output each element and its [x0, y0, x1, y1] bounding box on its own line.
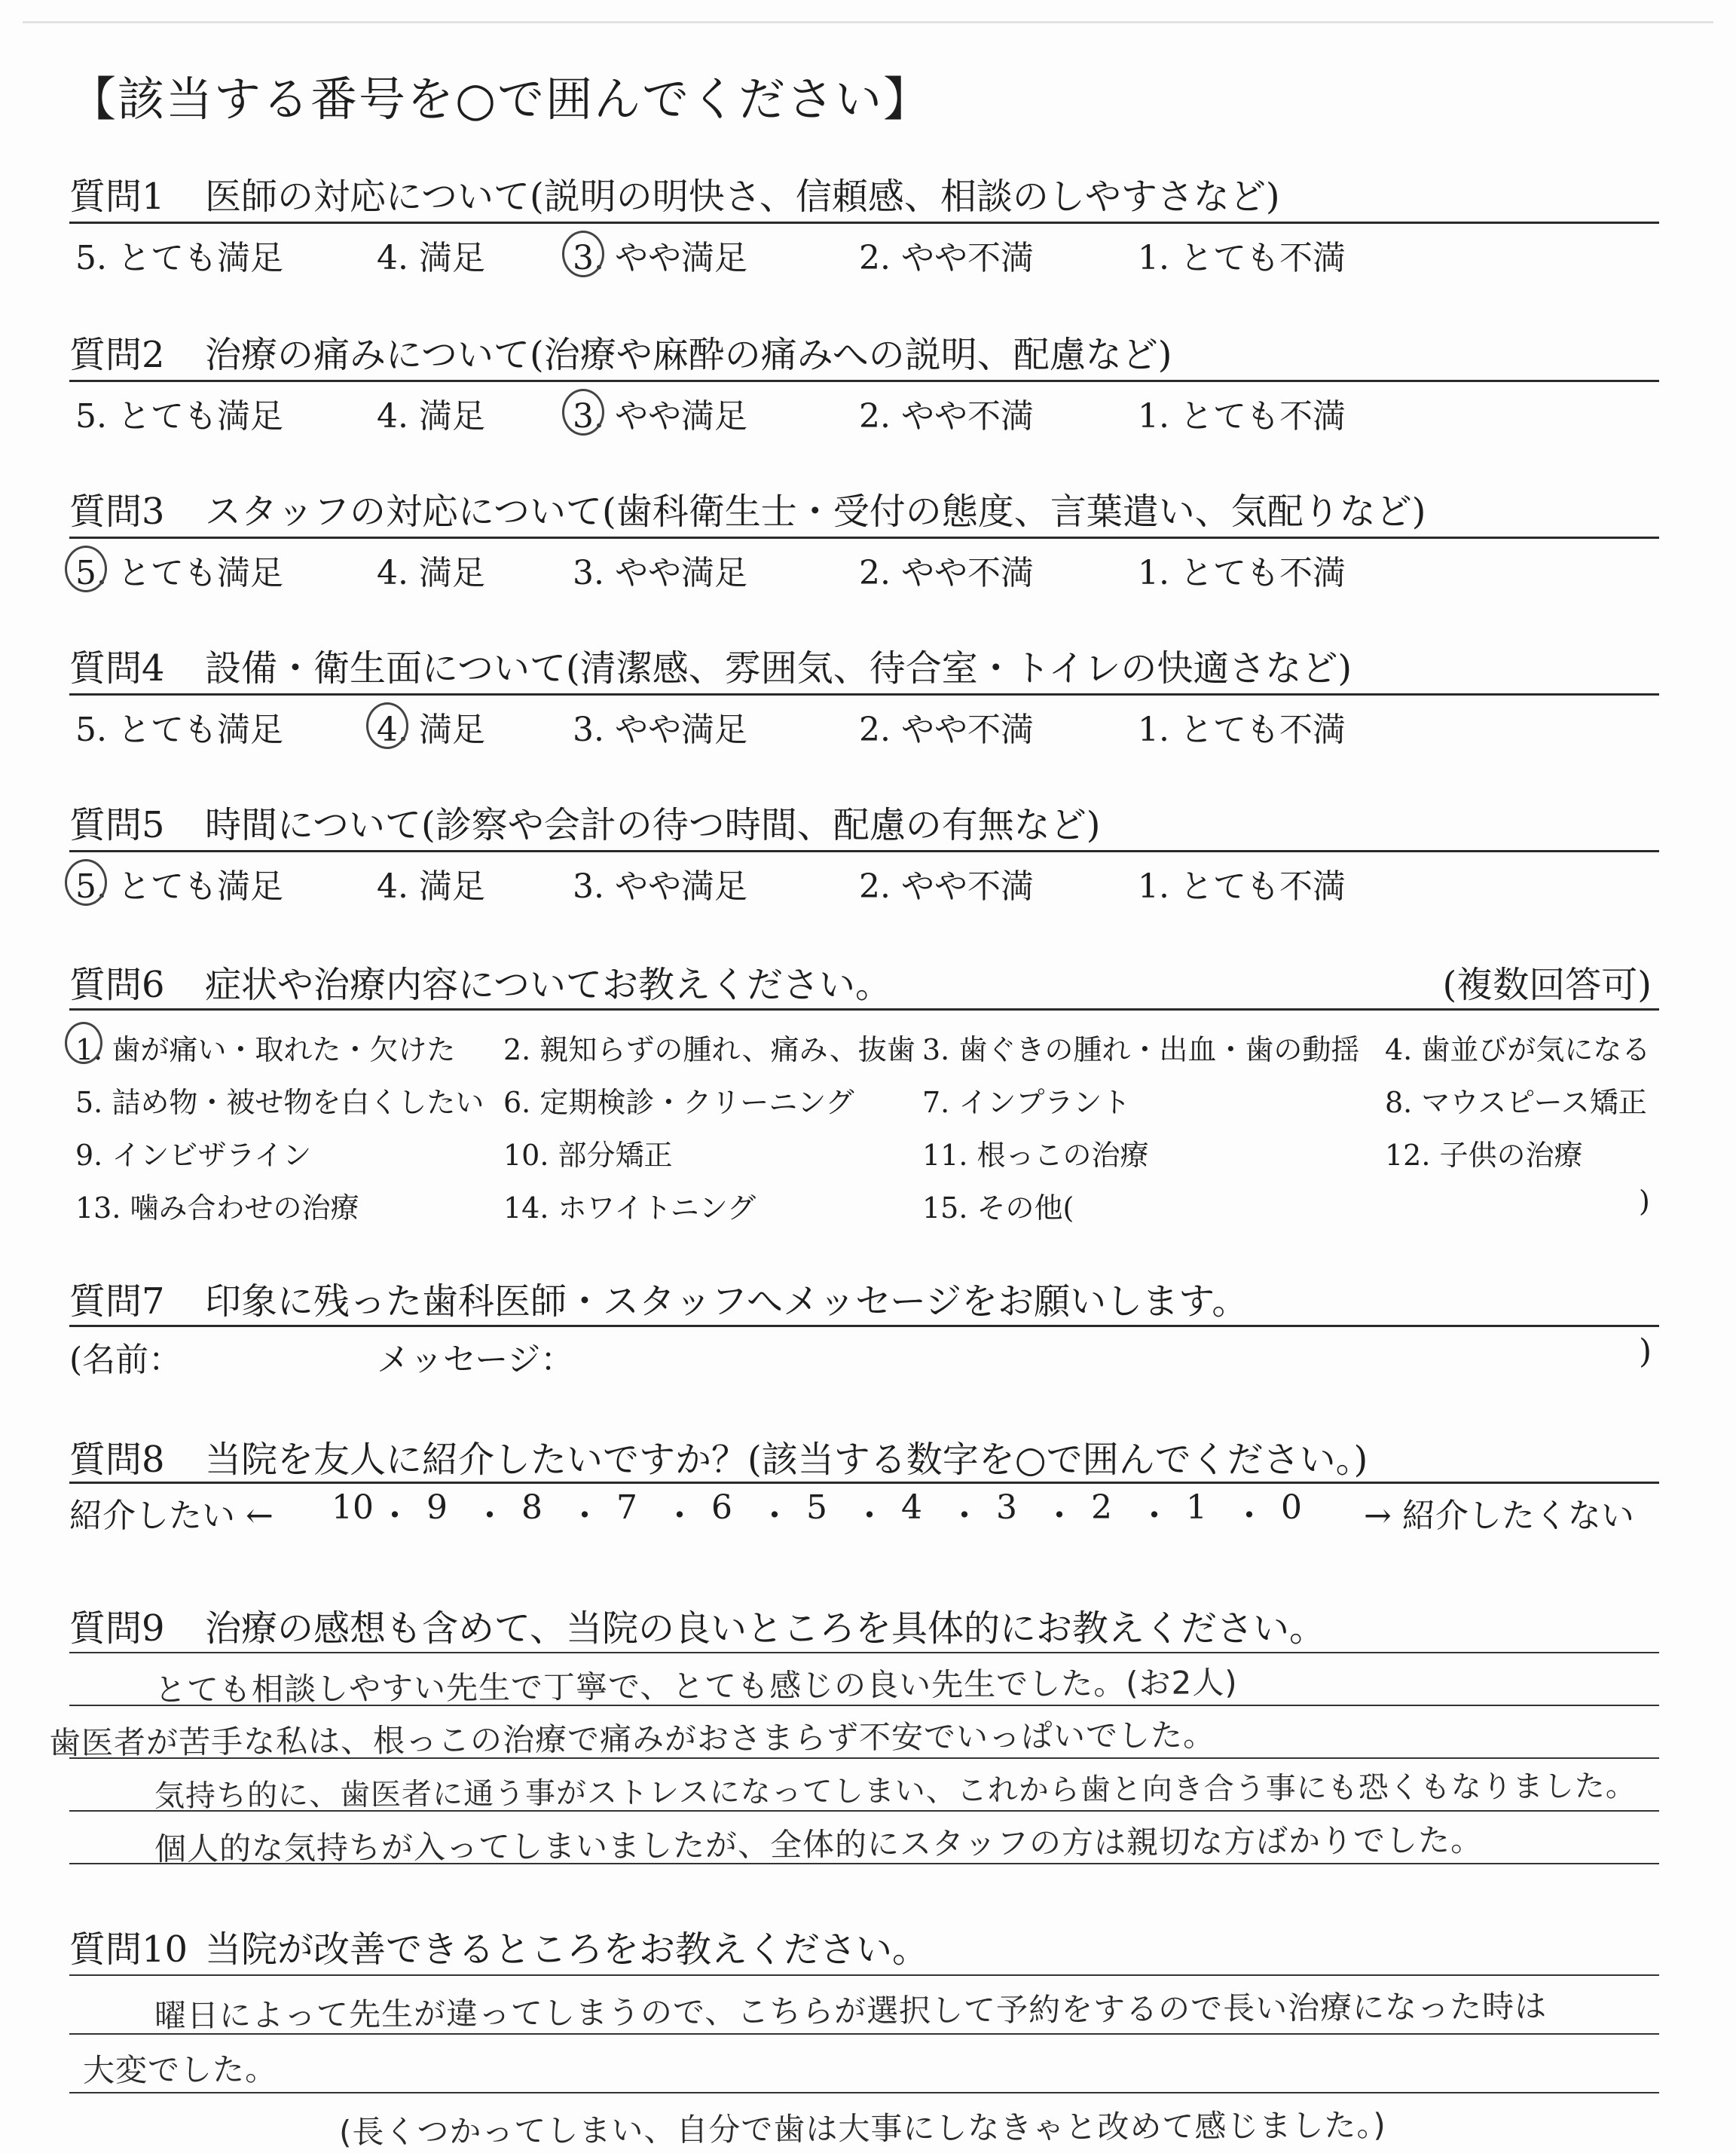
symptom-option-8[interactable]: 8. マウスピース矯正	[1385, 1086, 1647, 1119]
symptom-option-6[interactable]: 6. 定期検診・クリーニング	[503, 1086, 854, 1119]
question-10-header	[69, 1920, 1652, 1972]
rating-option-3[interactable]: 3. やや満足	[573, 711, 747, 749]
recommend-score-8[interactable]: 8	[521, 1488, 542, 1527]
question-text: 設備・衛生面について(清潔感、雰囲気、待合室・トイレの快適さなど)	[205, 647, 1352, 690]
question-text: 治療の痛みについて(治療や麻酔の痛みへの説明、配慮など)	[205, 334, 1172, 376]
rating-option-4[interactable]: 4. 満足	[377, 554, 485, 592]
scale-separator: ・	[1043, 1497, 1076, 1535]
question-number: 質問3	[69, 491, 165, 533]
rating-option-4[interactable]: 4. 満足	[377, 397, 485, 436]
symptom-option-3[interactable]: 3. 歯ぐきの腫れ・出血・歯の動揺	[922, 1033, 1360, 1066]
question-5-header	[69, 796, 1652, 848]
symptom-option-10[interactable]: 10. 部分矯正	[503, 1139, 673, 1172]
question-text: 治療の感想も含めて、当院の良いところを具体的にお教えください。	[205, 1607, 1326, 1650]
question-text: 医師の対応について(説明の明快さ、信頼感、相談のしやすさなど)	[205, 176, 1280, 218]
page-title: 【該当する番号を○で囲んでください】	[69, 72, 932, 127]
scale-separator: ・	[378, 1497, 411, 1535]
rating-option-3[interactable]: 3. やや満足	[573, 867, 747, 906]
rating-option-5[interactable]: 5. とても満足	[75, 554, 283, 592]
rating-option-4[interactable]: 4. 満足	[377, 711, 485, 749]
question-number: 質問5	[69, 804, 165, 846]
rating-option-2[interactable]: 2. やや不満	[859, 867, 1034, 906]
rating-option-5[interactable]: 5. とても満足	[75, 711, 283, 749]
symptom-option-2[interactable]: 2. 親知らずの腫れ、痛み、抜歯	[503, 1033, 915, 1066]
symptom-option-13[interactable]: 13. 噛み合わせの治療	[75, 1191, 359, 1225]
scale-separator: ・	[758, 1497, 791, 1535]
selected-circle-mark	[65, 546, 107, 592]
scale-separator: ・	[853, 1497, 886, 1535]
question-text: 当院を友人に紹介したいですか？(該当する数字を○で囲んでください。)	[205, 1439, 1368, 1481]
question-number: 質問8	[69, 1439, 165, 1481]
question-2-rule	[69, 380, 1659, 382]
recommend-score-0[interactable]: 0	[1281, 1488, 1302, 1527]
handwritten-answer-line: 個人的な気持ちが入ってしまいましたが、全体的にスタッフの方は親切な方ばかりでした。	[154, 1821, 1484, 1868]
rating-option-5[interactable]: 5. とても満足	[75, 397, 283, 436]
recommend-score-3[interactable]: 3	[996, 1488, 1017, 1527]
handwritten-answer-line: 大変でした。	[82, 2051, 278, 2089]
question-3-rule	[69, 537, 1659, 539]
handwritten-answer-line: 気持ち的に、歯医者に通う事がストレスになってしまい、これから歯と向き合う事にも恐くもなりました。	[154, 1769, 1637, 1814]
rating-option-1[interactable]: 1. とても不満	[1138, 397, 1346, 436]
recommend-score-4[interactable]: 4	[901, 1488, 922, 1527]
question-6-header	[69, 956, 1652, 1008]
handwritten-answer-line: とても相談しやすい先生で丁寧で、とても感じの良い先生でした。(お2人)	[154, 1663, 1238, 1709]
rating-option-1[interactable]: 1. とても不満	[1138, 867, 1346, 906]
question-number: 質問10	[69, 1928, 188, 1971]
multiple-answer-note: (複数回答可)	[1442, 964, 1652, 1006]
message-field-label[interactable]: メッセージ：	[377, 1341, 574, 1379]
question-number: 質問4	[69, 647, 165, 690]
selected-circle-mark	[562, 231, 604, 277]
scale-separator: ・	[568, 1497, 601, 1535]
question-6-rule	[69, 1008, 1659, 1011]
recommend-score-10[interactable]: 10	[332, 1488, 374, 1527]
rating-option-4[interactable]: 4. 満足	[377, 239, 485, 277]
rating-option-3[interactable]: 3. やや満足	[573, 397, 747, 436]
rating-option-1[interactable]: 1. とても不満	[1138, 554, 1346, 592]
recommend-left-label: 紹介したい ←	[69, 1497, 274, 1535]
symptom-option-1[interactable]: 1. 歯が痛い・取れた・欠けた	[75, 1033, 456, 1066]
selected-circle-mark	[65, 1022, 102, 1064]
rating-option-2[interactable]: 2. やや不満	[859, 711, 1034, 749]
selected-circle-mark	[65, 859, 107, 906]
recommend-score-6[interactable]: 6	[711, 1488, 732, 1527]
symptom-option-7[interactable]: 7. インプラント	[922, 1086, 1131, 1119]
handwritten-answer-line: 曜日によって先生が違ってしまうので、こちらが選択して予約をするので長い治療になった時は	[154, 1987, 1548, 2035]
question-2-header	[69, 326, 1652, 378]
question-7-rule	[69, 1325, 1659, 1327]
question-text: スタッフの対応について(歯科衛生士・受付の態度、言葉遣い、気配りなど)	[205, 491, 1426, 533]
handwritten-answer-line: (長くつかってしまい、自分で歯は大事にしなきゃと改めて感じました。)	[338, 2106, 1386, 2151]
question-number: 質問9	[69, 1607, 165, 1650]
symptom-option-4[interactable]: 4. 歯並びが気になる	[1385, 1033, 1651, 1066]
question-5-rule	[69, 850, 1659, 852]
scale-separator: ・	[1138, 1497, 1171, 1535]
rating-option-2[interactable]: 2. やや不満	[859, 397, 1034, 436]
symptom-option-9[interactable]: 9. インビザライン	[75, 1139, 312, 1172]
selected-circle-mark	[562, 389, 604, 436]
question-text: 当院が改善できるところをお教えください。	[205, 1928, 929, 1971]
recommend-score-9[interactable]: 9	[426, 1488, 448, 1527]
question-number: 質問7	[69, 1280, 165, 1323]
question-text: 症状や治療内容についてお教えください。	[205, 964, 892, 1006]
selected-circle-mark	[366, 702, 408, 749]
close-paren: )	[1639, 1332, 1652, 1371]
rating-option-4[interactable]: 4. 満足	[377, 867, 485, 906]
question-1-rule	[69, 222, 1659, 224]
question-8-header	[69, 1430, 1652, 1482]
rating-option-5[interactable]: 5. とても満足	[75, 239, 283, 277]
rating-option-1[interactable]: 1. とても不満	[1138, 239, 1346, 277]
rating-option-3[interactable]: 3. やや満足	[573, 554, 747, 592]
symptom-option-5[interactable]: 5. 詰め物・被せ物を白くしたい	[75, 1086, 484, 1119]
recommend-score-2[interactable]: 2	[1091, 1488, 1112, 1527]
symptom-option-15[interactable]: 15. その他(	[922, 1191, 1074, 1225]
question-8-rule	[69, 1482, 1659, 1484]
question-text: 時間について(診察や会計の待つ時間、配慮の有無など)	[205, 804, 1101, 846]
recommend-score-7[interactable]: 7	[616, 1488, 637, 1527]
rating-option-5[interactable]: 5. とても満足	[75, 867, 283, 906]
writing-line	[69, 2092, 1659, 2093]
symptom-option-11[interactable]: 11. 根っこの治療	[922, 1139, 1149, 1172]
question-9-header	[69, 1599, 1652, 1651]
name-field-label[interactable]: (名前：	[69, 1341, 182, 1379]
question-text: 印象に残った歯科医師・スタッフへメッセージをお願いします。	[205, 1280, 1249, 1323]
rating-option-1[interactable]: 1. とても不満	[1138, 711, 1346, 749]
symptom-option-12[interactable]: 12. 子供の治療	[1385, 1139, 1583, 1172]
rating-option-3[interactable]: 3. やや満足	[573, 239, 747, 277]
question-number: 質問2	[69, 334, 165, 376]
recommend-score-5[interactable]: 5	[806, 1488, 827, 1527]
question-number: 質問1	[69, 176, 165, 218]
scale-separator: ・	[948, 1497, 981, 1535]
question-1-header	[69, 167, 1652, 219]
rating-option-2[interactable]: 2. やや不満	[859, 554, 1034, 592]
other-close-paren: )	[1639, 1185, 1650, 1218]
question-4-rule	[69, 693, 1659, 696]
question-7-header	[69, 1272, 1652, 1324]
symptom-option-14[interactable]: 14. ホワイトニング	[503, 1191, 756, 1225]
question-4-header	[69, 639, 1652, 691]
writing-line	[69, 1652, 1659, 1653]
scale-separator: ・	[1233, 1497, 1266, 1535]
writing-line	[69, 1974, 1659, 1976]
recommend-score-1[interactable]: 1	[1186, 1488, 1207, 1527]
handwritten-answer-line: 歯医者が苦手な私は、根っこの治療で痛みがおさまらず不安でいっぱいでした。	[48, 1716, 1216, 1762]
rating-option-2[interactable]: 2. やや不満	[859, 239, 1034, 277]
question-3-header	[69, 482, 1652, 534]
question-number: 質問6	[69, 964, 165, 1006]
scale-separator: ・	[663, 1497, 696, 1535]
recommend-right-label: → 紹介したくない	[1364, 1497, 1634, 1535]
scale-separator: ・	[473, 1497, 506, 1535]
top-rule	[23, 21, 1713, 23]
